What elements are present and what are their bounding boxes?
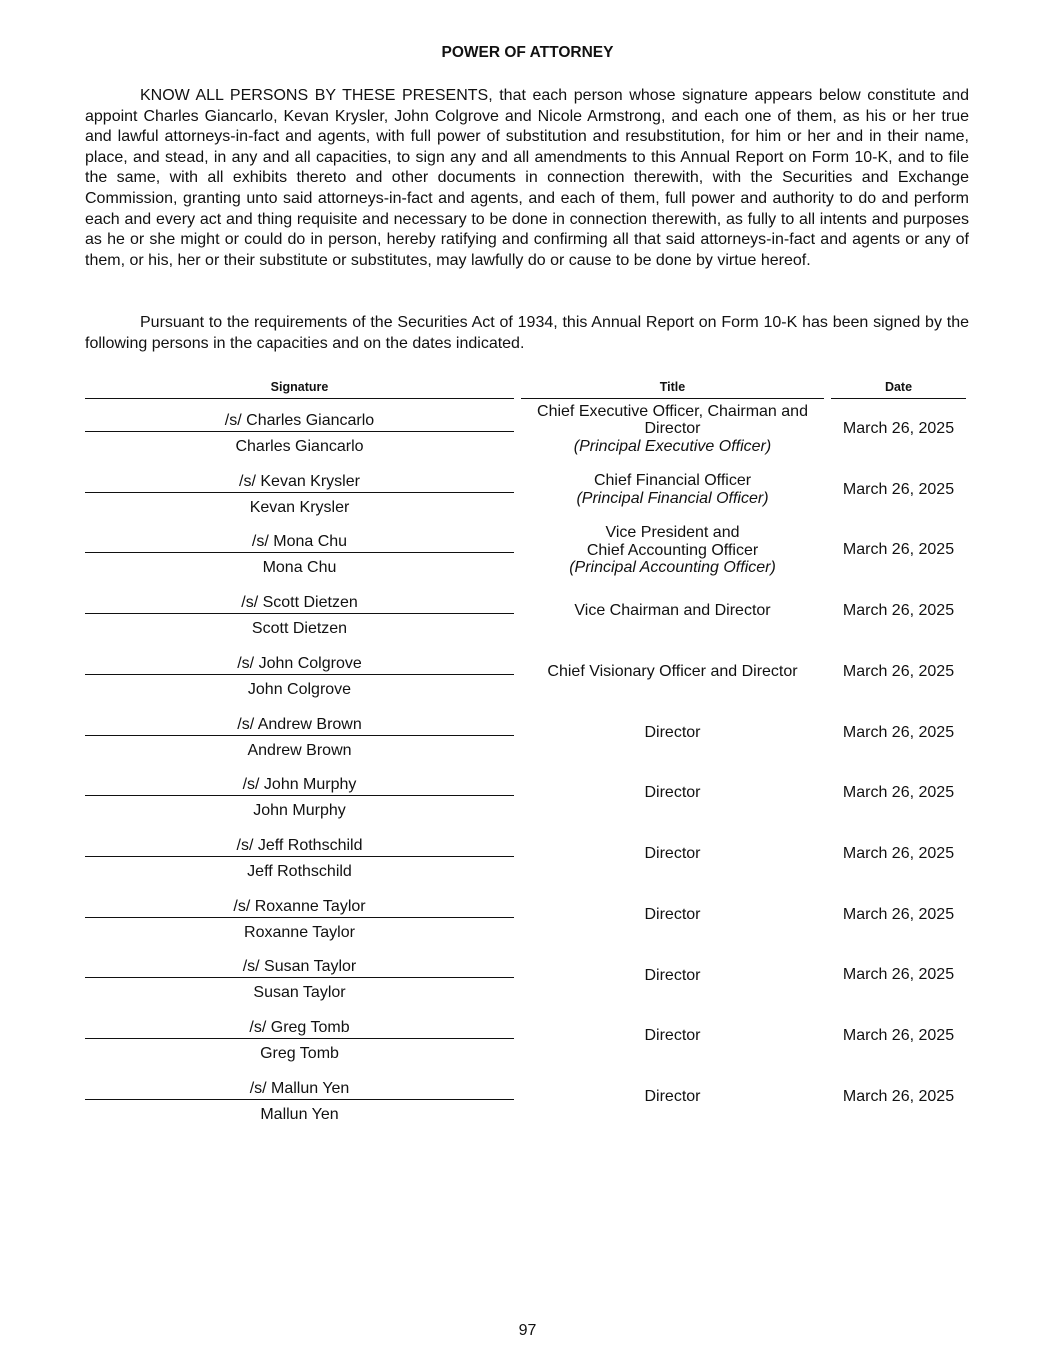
signatory-name: Jeff Rothschild: [247, 862, 352, 880]
signature-signed: /s/ Charles Giancarlo: [85, 411, 514, 432]
title-line: Vice President and: [605, 524, 740, 542]
signature-signed: /s/ Mallun Yen: [85, 1079, 514, 1100]
signatory-name: Susan Taylor: [253, 984, 346, 1002]
signatory-name: Mallun Yen: [260, 1105, 339, 1123]
signature-signed: /s/ Mona Chu: [85, 532, 514, 553]
page-title: POWER OF ATTORNEY: [441, 44, 614, 61]
signatory-title: [521, 1027, 824, 1045]
title-line: Director: [644, 1087, 701, 1105]
signatory-name: Charles Giancarlo: [235, 438, 364, 455]
signature-column-header: Signature: [85, 380, 514, 399]
title-line: Director: [644, 784, 701, 802]
signature-row: [0, 470, 1055, 531]
signatory-title: [521, 784, 824, 802]
signature-row: [0, 652, 1055, 713]
title-line: Chief Executive Officer, Chairman and: [537, 402, 808, 420]
signature-date: March 26, 2025: [842, 420, 955, 437]
signatory-title: [521, 403, 824, 456]
title-role-italic: (Principal Executive Officer): [573, 437, 772, 455]
signatory-title: [521, 845, 824, 863]
signature-row: [0, 955, 1055, 1016]
signature-date: March 26, 2025: [842, 602, 955, 620]
signature-date: March 26, 2025: [842, 541, 955, 559]
signature-row: [0, 1016, 1055, 1077]
signatory-name: John Murphy: [253, 802, 346, 820]
signature-date: March 26, 2025: [842, 1027, 955, 1044]
signature-signed: /s/ John Murphy: [85, 775, 514, 796]
signature-signed: /s/ Andrew Brown: [85, 715, 514, 736]
signature-row: [0, 713, 1055, 774]
title-line: Director: [644, 420, 701, 438]
signature-date: March 26, 2025: [842, 662, 955, 680]
pursuant-paragraph: Pursuant to the requirements of the Securities Act of 1934, this Annual Report on Form 10-K has been signed by the following persons in the capacities and on the dates indicated.: [85, 314, 969, 352]
title-line: Director: [644, 1027, 701, 1045]
date-column-header: Date: [831, 380, 966, 399]
signatory-title: [521, 602, 824, 620]
signature-date: March 26, 2025: [842, 1087, 955, 1105]
title-role-italic: (Principal Accounting Officer): [569, 559, 776, 577]
signature-signed: /s/ Greg Tomb: [85, 1018, 514, 1039]
power-of-attorney-paragraph: KNOW ALL PERSONS BY THESE PRESENTS, that each person whose signature appears below constitute and appoint Charles Giancarlo, Kevan Krysler, John Colgrove and Nicole Armstrong, and each one of them, as his or her true and lawful attorneys-in-fact and agents, with full power of substitution and resubstitution, for him or her and in their name, place, and stead, in any and all capacities, to sign any and all amendments to this Annual Report on Form 10-K, and to file the same, with all exhibits thereto and other documents in connection therewith, with the Securities and Exchange Commission, granting unto said attorneys-in-fact and agents, and each of them, full power and authority to do and perform each and every act and thing requisite and necessary to be done in connection therewith, as fully to all intents and purposes as he or she might or could do in person, hereby ratifying and confirming all that said attorneys-in-fact and agents or any of them, or his, her or their substitute or substitutes, may lawfully do or cause to be done by virtue hereof.: [85, 87, 969, 269]
title-role-italic: (Principal Financial Officer): [576, 489, 769, 507]
signatory-title: [521, 724, 824, 742]
signatory-name: Greg Tomb: [260, 1045, 339, 1062]
page-number: 97: [518, 1322, 537, 1339]
signatory-name: John Colgrove: [247, 680, 352, 698]
title-line: Director: [644, 905, 701, 923]
signatory-title: [521, 906, 824, 924]
signatory-title: [521, 1088, 824, 1106]
signature-signed: /s/ Susan Taylor: [85, 957, 514, 978]
signatory-title: [521, 663, 824, 681]
signature-row: [0, 834, 1055, 895]
signatory-name: Scott Dietzen: [251, 620, 348, 638]
signatory-title: [521, 524, 824, 577]
signature-row: [0, 895, 1055, 956]
title-line: Vice Chairman and Director: [574, 602, 771, 620]
signature-signed: /s/ John Colgrove: [85, 654, 514, 675]
signature-date: March 26, 2025: [842, 966, 955, 984]
signatory-name: Andrew Brown: [247, 741, 352, 759]
signature-row: [0, 591, 1055, 652]
signature-row: [0, 1077, 1055, 1138]
title-line: Chief Financial Officer: [593, 472, 752, 490]
signatory-name: Kevan Krysler: [249, 498, 350, 516]
signature-row: [0, 773, 1055, 834]
signatory-name: Roxanne Taylor: [244, 923, 355, 941]
signature-row: [0, 402, 1055, 470]
signature-date: March 26, 2025: [842, 905, 955, 923]
signature-row: [0, 524, 1055, 591]
signature-signed: /s/ Scott Dietzen: [85, 593, 514, 614]
signature-date: March 26, 2025: [842, 723, 955, 741]
signatory-title: [521, 472, 824, 507]
signatory-title: [521, 967, 824, 985]
title-line: Chief Accounting Officer: [586, 541, 759, 559]
signature-signed: /s/ Kevan Krysler: [85, 472, 514, 493]
title-line: Director: [644, 845, 701, 863]
signature-date: March 26, 2025: [842, 844, 955, 862]
title-line: Chief Visionary Officer and Director: [547, 663, 798, 681]
signature-date: March 26, 2025: [842, 784, 955, 802]
signature-signed: /s/ Jeff Rothschild: [85, 836, 514, 857]
title-column-header: Title: [521, 380, 824, 399]
title-line: Director: [644, 723, 701, 741]
title-line: Director: [644, 966, 701, 984]
signature-date: March 26, 2025: [842, 480, 955, 498]
signature-signed: /s/ Roxanne Taylor: [85, 897, 514, 918]
signatory-name: Mona Chu: [262, 559, 337, 577]
